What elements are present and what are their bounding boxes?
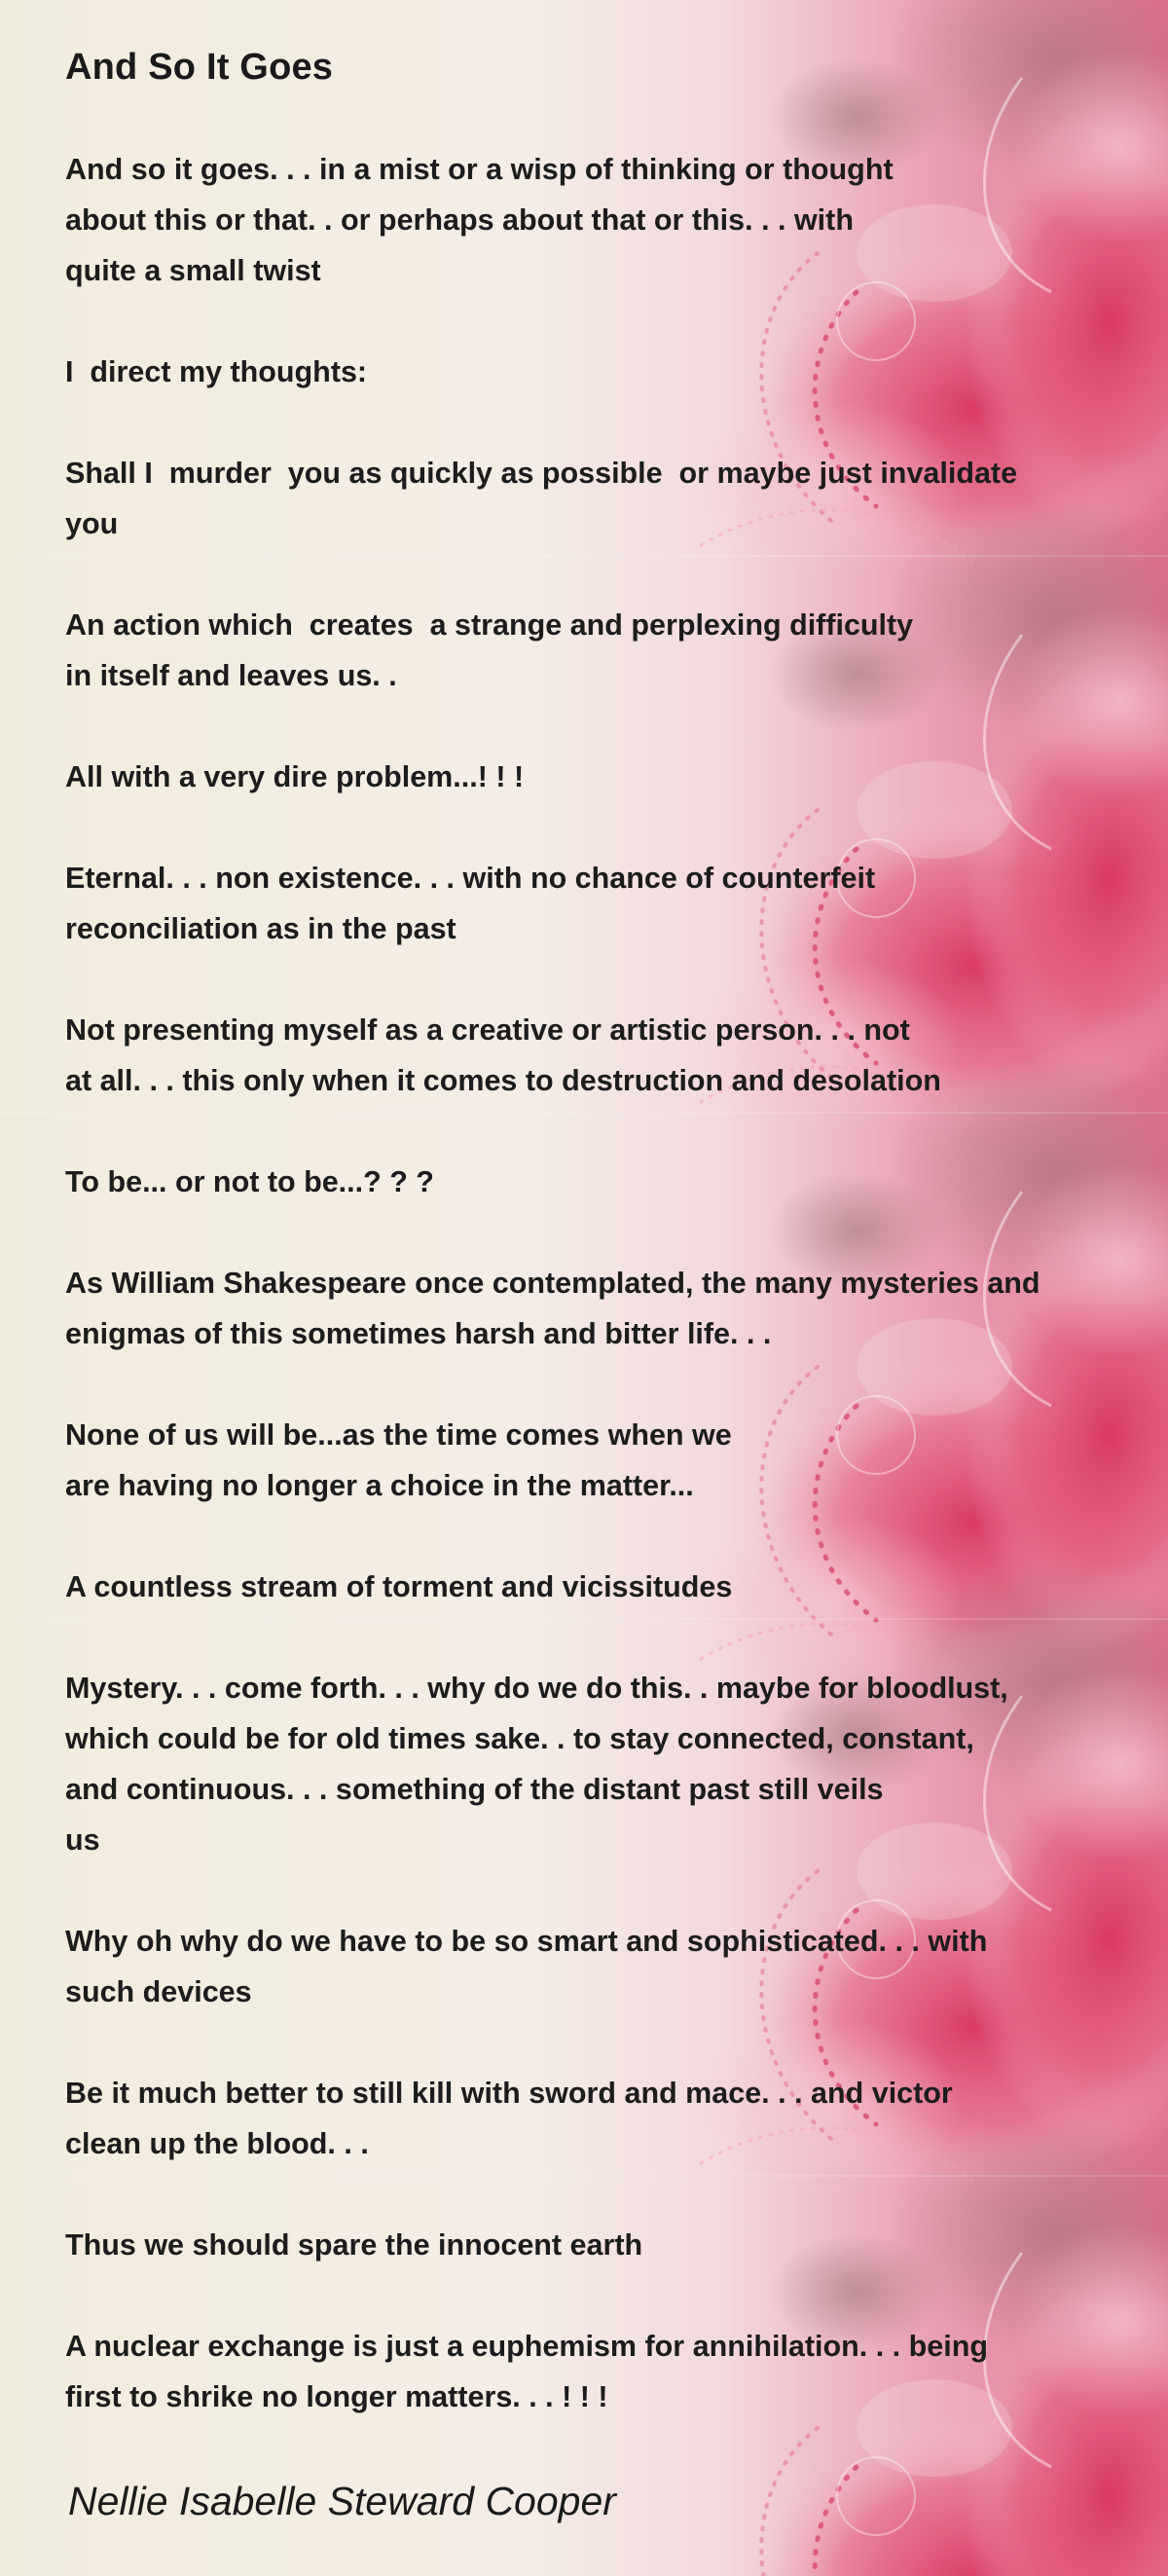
- poem-line: Thus we should spare the innocent earth: [65, 2228, 643, 2262]
- poem-line: Shall I murder you as quickly as possible or maybe just invalidate: [65, 457, 1018, 490]
- poem-line: Mystery. . . come forth. . . why do we do this. . maybe for bloodlust,: [65, 1672, 1008, 1705]
- poem-line: Be it much better to still kill with sword and mace. . . and victor: [65, 2077, 953, 2110]
- poem-line: which could be for old times sake. . to stay connected, constant,: [65, 1722, 974, 1755]
- poem-title: And So It Goes: [65, 47, 334, 88]
- poem-line: are having no longer a choice in the matter...: [65, 1469, 694, 1502]
- poem-line: such devices: [65, 1975, 252, 2008]
- poem-line: Eternal. . . non existence. . . with no chance of counterfeit: [65, 862, 876, 895]
- poem-line: you: [65, 507, 119, 540]
- poem-line: None of us will be...as the time comes when we: [65, 1418, 732, 1452]
- poem-line: first to shrike no longer matters. . . ! ! !: [65, 2380, 608, 2413]
- poem-line: Why oh why do we have to be so smart and sophisticated. . . with: [65, 1925, 988, 1958]
- poem-line: As William Shakespeare once contemplated, the many mysteries and: [65, 1267, 1040, 1300]
- poem-line: and continuous. . . something of the distant past still veils: [65, 1773, 884, 1806]
- poem-line: reconciliation as in the past: [65, 912, 456, 945]
- poem-line: us: [65, 1823, 100, 1857]
- poem-line: at all. . . this only when it comes to destruction and desolation: [65, 1064, 941, 1097]
- poem-line: clean up the blood. . .: [65, 2127, 369, 2160]
- poem-line: To be... or not to be...? ? ?: [65, 1165, 434, 1198]
- poem-line: I direct my thoughts:: [65, 355, 368, 388]
- poem-line: All with a very dire problem...! ! !: [65, 760, 525, 793]
- poem-line: And so it goes. . . in a mist or a wisp of thinking or thought: [65, 153, 894, 186]
- poem-line: quite a small twist: [65, 254, 321, 287]
- poem-line: A nuclear exchange is just a euphemism for annihilation. . . being: [65, 2330, 988, 2363]
- poem-line: in itself and leaves us. .: [65, 659, 397, 692]
- poem-line: An action which creates a strange and perplexing difficulty: [65, 608, 914, 642]
- poem-line: enigmas of this sometimes harsh and bitter life. . .: [65, 1317, 772, 1350]
- poem-line: A countless stream of torment and vicissitudes: [65, 1570, 733, 1603]
- poem-line: Not presenting myself as a creative or artistic person. . . not: [65, 1013, 910, 1047]
- poem-line: about this or that. . or perhaps about that or this. . . with: [65, 203, 854, 237]
- poem-author: Nellie Isabelle Steward Cooper: [68, 2479, 616, 2523]
